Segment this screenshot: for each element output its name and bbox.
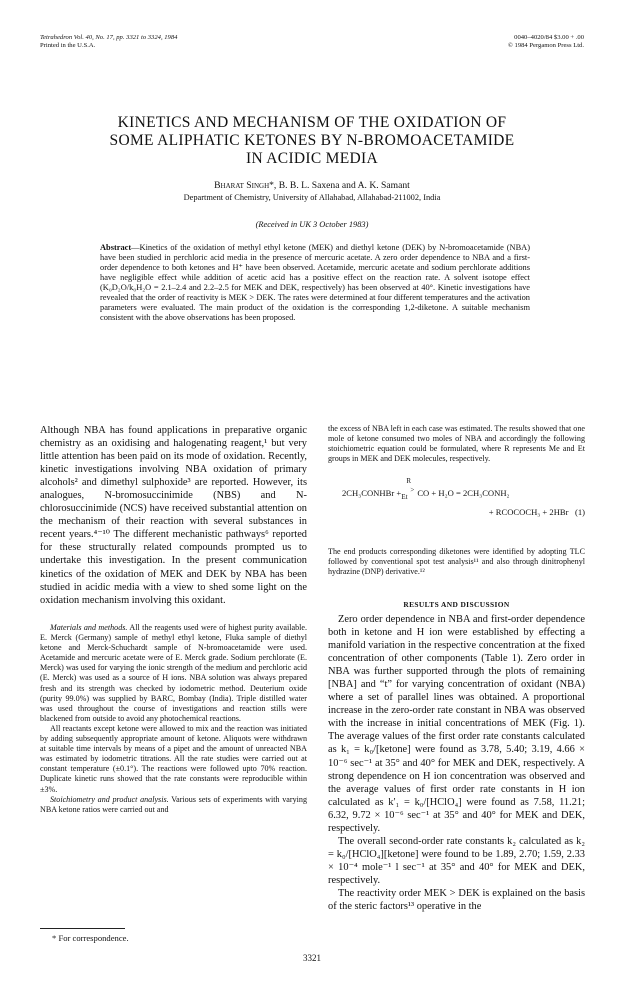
- materials-heading: Materials and methods.: [50, 623, 128, 632]
- stoichiometry-continued-text: the excess of NBA left in each case was estimated. The results showed that one mole of ketone consumed two moles of NBA and accordingly the following stoichiometric equation could be formulated, where R represents Me and Et groups in MEK and DEK molecules, respectively.: [328, 424, 585, 464]
- printed-in: Printed in the U.S.A.: [40, 42, 96, 49]
- title-line-2: SOME ALIPHATIC KETONES BY N-BROMOACETAMIDE: [109, 132, 515, 149]
- title-line-1: KINETICS AND MECHANISM OF THE OXIDATION OF: [117, 114, 507, 131]
- abstract: [100, 243, 530, 323]
- results-section: [328, 613, 585, 913]
- author-sep: and: [339, 180, 358, 191]
- materials-section: [40, 623, 307, 815]
- substituent-r: R: [406, 477, 411, 485]
- stoichiometry-text: Various sets of experiments with varying NBA ketone ratios were carried out and: [40, 794, 307, 814]
- issn-code: 0040–4020/84 $3.00 + .00: [514, 34, 584, 41]
- equation-products-2: + RCOCOCH₃ + 2HBr: [488, 507, 569, 517]
- abstract-text: —Kinetics of the oxidation of methyl ethyl ketone (MEK) and diethyl ketone (DEK) by N-bromoacetamide (NBA) have been studied in perchloric acid media in the presence of mercuric acetate. A zero order dependence to NBA and a first-order dependence to both ketones and H⁺ have been observed. Acetamide, mercuric acetate and sodium perchlorate additions have negligible effect while addition of acetic acid has a positive effect on the reaction rate. A solvent isotope effect (K₀D₂O/k₀H₂O = 2.1–2.4 and 2.2–2.5 for MEK and DEK, respectively) has been observed at 40°. Kinetic investigations have revealed that the order of reactivity is MEK > DEK. The rates were determined at four different temperatures and the activation parameters were evaluated. The main product of the oxidation is the corresponding 1,2-diketone. A suitable mechanism consistent with the above observations has been proposed.: [100, 243, 530, 323]
- copyright: © 1984 Pergamon Press Ltd.: [507, 42, 584, 49]
- footnote-rule: [40, 928, 125, 929]
- stoichiometry-heading: Stoichiometry and product analysis.: [50, 794, 169, 804]
- stoichiometric-equation: [328, 474, 585, 534]
- intro-paragraph: [40, 424, 307, 607]
- results-paragraph-3: The reactivity order MEK > DEK is explained on the basis of the steric factors¹³ operative in the: [328, 887, 585, 913]
- results-paragraph-1: Zero order dependence in NBA and first-order dependence both in ketone and H ion were established by effecting a manifold variation in the respective concentration at the fixed concentration of other components (Table 1). Zero order in NBA was further supported through the plots of remaining [NBA] and “t” for varying concentration of oxidant (NBA) where a set of parallel lines was obtained. A proportional increase in the zero-order rate constant in NBA was observed with the increase in initial concentrations of MEK (Fig. 1). The average values of the first order rate constants calculated as k₁ = k₀/[ketone] were found as 3.78, 5.40; 3.19, 4.66 × 10⁻⁶ sec⁻¹ at 35° and 40° for MEK and DEK, respectively. A strong dependence on H ion concentration was observed and the average values of first order rate constants in H ion calculated as k′₁ = k₀/[HClO₄] were found as 7.58, 11.21; 6.32, 9.72 × 10⁻⁶ sec⁻¹ at 35° and 40° for MEK and DEK, respectively.: [328, 614, 585, 834]
- abstract-label: Abstract: [100, 243, 132, 252]
- author-sep: ,: [273, 180, 279, 191]
- reactants-text: All reactants except ketone were allowed to mix and the reaction was initiated by adding subsequently appropriate amount of ketone. Aliquots were withdrawn at suitable time intervals by means of a pipet and the amount of unreacted NBA was estimated by iodometric titrations. All the rate studies were carried out at constant temperature (±0.1°). The reactions were followed upto 70% reaction. Duplicate kinetic runs showed that the rate constants were reproducible within ±3%.: [40, 723, 307, 794]
- footnote: * For correspondence.: [52, 933, 129, 943]
- article-title: [60, 114, 564, 168]
- products-paragraph: [328, 547, 585, 577]
- intro-text: Although NBA has found applications in preparative organic chemistry as an oxidising and halogenating reagent,¹ but very little attention has been paid on its mode of oxidation. Recently, kinetic investigations involving NBA oxidation of primary alcohols² and dimethyl sulphoxide³ are reported. However, its analogues, N-bromosuccinimide (NBS) and N-chlorosuccinimide (NCS) have received substantial attention on the mechanism of their reaction with several substances in recent years.⁴⁻¹⁰ The different mechanistic pathways⁶ reported for these structurally related compounds prompted us to undertake this investigation. In the present communication kinetics of the oxidation of MEK and DEK by NBA has been studied in acidic media with a view to shed some light on the oxidation mechanism involving this oxidant.: [40, 425, 307, 606]
- author-list: [40, 180, 584, 192]
- author-2: B. B. L. Saxena: [278, 180, 340, 191]
- materials-text: All the reagents used were of highest purity available. E. Merck (Germany) sample of methyl ethyl ketone, Fluka sample of diethyl ketone and Merck-Schuchardt sample of N-bromoacetamide were used. Acetamide and mercuric acetate were of E. Merck grade. Sodium perchlorate (E. Merck) was used for varying the ionic strength of the medium and perchloric acid (E. Merck) was used as a source of H ions. NBA solution was always prepared fresh and its strength was checked by iodometric method. Deuterium oxide (purity 99.0%) was supplied by BARC, Bombay (India). Triple distilled water was used throughout the course of investigations and reaction stills were blackened from outside to avoid any photochemical reactions.: [40, 623, 307, 723]
- substituent-et: Et: [401, 493, 408, 501]
- ketone-substituents: R Et >: [401, 477, 415, 501]
- equation-number: (1): [574, 507, 585, 517]
- journal-header-left: [40, 34, 177, 50]
- section-heading: RESULTS AND DISCUSSION: [403, 600, 510, 609]
- page-number: 3321: [303, 953, 321, 963]
- author-3: A. K. Samant: [357, 180, 410, 191]
- results-paragraph-2: The overall second-order rate constants k₂ calculated as k₂ = k₀/[HClO₄][ketone] were found to be 1.89, 2.70; 1.59, 2.33 × 10⁻⁴ mole⁻¹ l sec⁻¹ at 35° and 40° for MEK and DEK, respectively.: [328, 835, 585, 886]
- author-1: Bharat Singh*: [214, 180, 274, 191]
- stoichiometry-continued: [328, 424, 585, 464]
- received-date: (Received in UK 3 October 1983): [255, 220, 369, 229]
- equation-line-2: [489, 507, 585, 517]
- equation-reactants: 2CH₃CONHBr +: [342, 488, 404, 498]
- title-line-3: IN ACIDIC MEDIA: [246, 150, 378, 167]
- equation-line-1: [342, 477, 510, 501]
- journal-citation: Tetrahedron Vol. 40, No. 17, pp. 3321 to 3324, 1984: [40, 34, 178, 41]
- equation-products: CO + H₂O = 2CH₃CONH₂: [417, 488, 510, 498]
- journal-header-right: [508, 34, 584, 50]
- affiliation: Department of Chemistry, University of Allahabad, Allahabad-211002, India: [183, 193, 441, 202]
- products-text: The end products corresponding diketones were identified by adopting TLC followed by conventional spot test analysis¹¹ and also through dinitrophenyl hydrazine (DNP) derivative.¹²: [328, 547, 585, 577]
